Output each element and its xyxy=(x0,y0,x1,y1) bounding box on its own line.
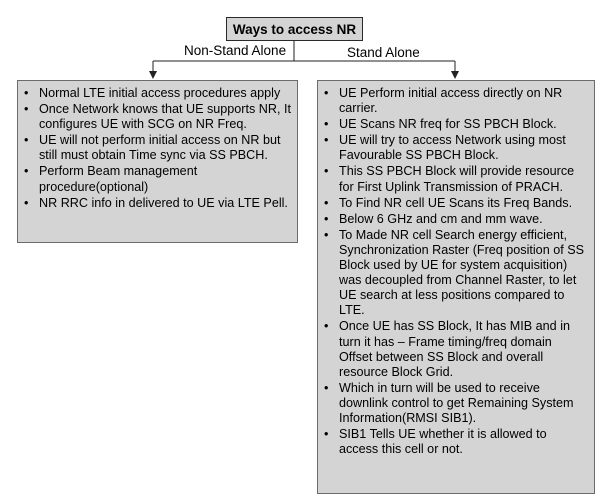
bullet: • xyxy=(324,211,329,226)
bullet: • xyxy=(24,86,29,100)
list-item xyxy=(324,133,588,163)
bullet: • xyxy=(24,195,29,210)
diagram-title: Ways to access NR xyxy=(226,17,363,41)
stand-alone-label: Stand Alone xyxy=(347,45,420,60)
list-item-text: UE will not perform initial access on NR but still must obtain Time sync via SS PBCH. xyxy=(39,133,281,163)
non-stand-alone-label: Non-Stand Alone xyxy=(184,43,287,58)
list-item xyxy=(324,196,588,211)
list-item-text: Below 6 GHz and cm and mm wave. xyxy=(339,211,543,226)
list-item xyxy=(24,196,291,211)
list-item-text: Which in turn will be used to receive downlink control to get Remaining System Information(RMSI SIB1). xyxy=(339,380,574,425)
list-item xyxy=(324,319,588,379)
bullet: • xyxy=(324,86,329,100)
list-item xyxy=(24,133,291,163)
bullet: • xyxy=(24,102,29,117)
list-item xyxy=(324,86,588,116)
list-item xyxy=(324,228,588,319)
bullet: • xyxy=(324,164,329,179)
bullet: • xyxy=(324,133,329,148)
list-item-text: Perform Beam management procedure(optional) xyxy=(39,164,198,194)
list-item-text: Once Network knows that UE supports NR, It configures UE with SCG on NR Freq. xyxy=(39,102,291,132)
bullet: • xyxy=(324,427,329,442)
bullet: • xyxy=(324,117,329,132)
bullet: • xyxy=(24,133,29,148)
list-item xyxy=(24,86,291,101)
list-item-text: This SS PBCH Block will provide resource for First Uplink Transmission of PRACH. xyxy=(339,164,575,194)
non-stand-alone-box xyxy=(17,80,298,243)
list-item xyxy=(24,164,291,194)
list-item-text: UE Perform initial access directly on NR carrier. xyxy=(339,86,563,116)
bullet: • xyxy=(324,319,329,334)
non-stand-alone-list xyxy=(24,86,291,211)
stand-alone-box xyxy=(317,80,595,494)
bullet: • xyxy=(324,380,329,395)
list-item-text: UE Scans NR freq for SS PBCH Block. xyxy=(339,117,557,132)
list-item-text: To Made NR cell Search energy efficient, Synchronization Raster (Freq position of SS Block used by UE for system acquisition) was decoupled from Channel Raster, to let UE search at less positions compared to LTE. xyxy=(339,227,584,318)
list-item-text: To Find NR cell UE Scans its Freq Bands. xyxy=(339,195,573,210)
bullet: • xyxy=(24,164,29,179)
list-item xyxy=(324,117,588,132)
list-item xyxy=(24,102,291,132)
list-item-text: UE will try to access Network using most Favourable SS PBCH Block. xyxy=(339,133,566,163)
list-item-text: Once UE has SS Block, It has MIB and in turn it has – Frame timing/freq domain Offset between SS Block and overall resource Block Grid. xyxy=(339,319,570,379)
bullet: • xyxy=(324,195,329,210)
list-item xyxy=(324,427,588,457)
list-item xyxy=(324,381,588,426)
stand-alone-list xyxy=(324,86,588,457)
list-item-text: SIB1 Tells UE whether it is allowed to access this cell or not. xyxy=(339,427,547,457)
bullet: • xyxy=(324,227,329,242)
list-item xyxy=(324,164,588,194)
list-item-text: NR RRC info in delivered to UE via LTE Pell. xyxy=(39,195,288,210)
list-item xyxy=(324,212,588,227)
list-item-text: Normal LTE initial access procedures apply xyxy=(39,86,281,100)
